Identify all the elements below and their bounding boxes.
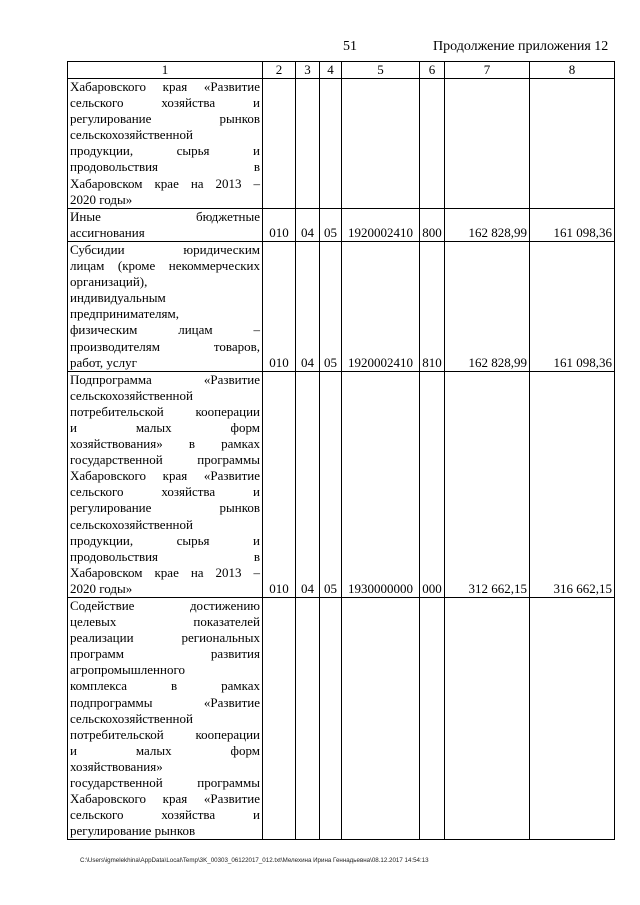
row-name-line: Субсидии юридическим: [70, 241, 260, 257]
column-header: 1: [68, 62, 263, 79]
row-name-line: сельского хозяйства и: [70, 807, 260, 823]
table-row: [68, 79, 615, 209]
row-name-line: сельскохозяйственной: [70, 710, 193, 726]
file-path-footer: C:\Users\igmelekhina\AppData\Local\Temp\3K_00303_06122017_012.txt\Мелехина Ирина Геннадьевна\08.12.2017 14:54:13: [80, 857, 429, 864]
amount-cell: [445, 79, 530, 209]
amount-cell: 316 662,15: [530, 371, 615, 597]
header-row: [68, 62, 615, 79]
row-name-line: продовольствия в: [70, 548, 260, 564]
budget-table: [67, 61, 615, 840]
row-name-line: комплекса в рамках: [70, 678, 260, 694]
subsection-code-cell: 04: [296, 371, 320, 597]
column-header: 7: [445, 62, 530, 79]
amount-cell: 162 828,99: [445, 241, 530, 371]
row-name-line: сельскохозяйственной: [70, 127, 193, 143]
row-name-line: ассигнования: [70, 224, 145, 240]
row-name-line: предпринимателям,: [70, 306, 179, 322]
subsection-code-cell: 04: [296, 241, 320, 371]
expense-type-cell: 810: [420, 241, 445, 371]
row-name-line: Подпрограмма «Развитие: [70, 371, 260, 387]
amount-cell: 162 828,99: [445, 208, 530, 241]
row-name-line: подпрограммы «Развитие: [70, 694, 260, 710]
column-header: 3: [296, 62, 320, 79]
row-name-line: агропромышленного: [70, 662, 185, 678]
row-name-line: Хабаровском крае на 2013 –: [70, 564, 260, 580]
amount-cell: [530, 79, 615, 209]
row-name-line: сельского хозяйства и: [70, 484, 260, 500]
section-code-cell: [263, 598, 296, 840]
target-article-cell: 1930000000: [342, 371, 420, 597]
table-row: [68, 598, 615, 840]
row-name-line: Содействие достижению: [70, 598, 260, 613]
amount-cell: [445, 598, 530, 840]
row-name-line: Хабаровского края «Развитие: [70, 468, 260, 484]
amount-cell: [530, 598, 615, 840]
row-name-cell: [68, 208, 263, 241]
row-name-line: сельскохозяйственной: [70, 387, 193, 403]
amount-cell: 161 098,36: [530, 208, 615, 241]
target-article-cell: 1920002410: [342, 208, 420, 241]
row-name-line: производителям товаров,: [70, 338, 260, 354]
column-header: 2: [263, 62, 296, 79]
row-name-line: Иные бюджетные: [70, 208, 260, 224]
row-name-line: регулирование рынков: [70, 500, 260, 516]
row-name-line: лицам (кроме некоммерческих: [70, 258, 260, 274]
target-article-cell: [342, 598, 420, 840]
row-name-line: и малых форм: [70, 742, 260, 758]
column-header: 6: [420, 62, 445, 79]
row-name-line: продовольствия в: [70, 159, 260, 175]
section-code-cell: 010: [263, 241, 296, 371]
row-name-line: Хабаровского края «Развитие: [70, 79, 260, 94]
target-article-cell: 1920002410: [342, 241, 420, 371]
row-name-line: хозяйствования» в рамках: [70, 436, 260, 452]
row-name-line: государственной программы: [70, 452, 260, 468]
row-name-line: регулирование рынков: [70, 111, 260, 127]
row-name-line: реализации региональных: [70, 630, 260, 646]
row-name-line: сельскохозяйственной: [70, 516, 193, 532]
row-name-line: потребительской кооперации: [70, 403, 260, 419]
row-name-line: целевых показателей: [70, 614, 260, 630]
target-article-cell: [342, 79, 420, 209]
table-row: [68, 371, 615, 597]
subsection-code-cell: [296, 79, 320, 209]
expense-type-cell: 800: [420, 208, 445, 241]
section-code-cell: 010: [263, 208, 296, 241]
row-name-line: продукции, сырья и: [70, 532, 260, 548]
row-name-line: продукции, сырья и: [70, 143, 260, 159]
subsection-code-cell: [296, 598, 320, 840]
subsection-code-cell: [320, 598, 342, 840]
row-name-line: Хабаровского края «Развитие: [70, 791, 260, 807]
row-name-cell: [68, 598, 263, 840]
row-name-line: Хабаровском крае на 2013 –: [70, 175, 260, 191]
row-name-cell: [68, 371, 263, 597]
column-header: 8: [530, 62, 615, 79]
row-name-line: программ развития: [70, 646, 260, 662]
subsection-code-cell: [320, 79, 342, 209]
amount-cell: 161 098,36: [530, 241, 615, 371]
column-header: 5: [342, 62, 420, 79]
section-code-cell: 010: [263, 371, 296, 597]
row-name-cell: [68, 79, 263, 209]
row-name-line: и малых форм: [70, 419, 260, 435]
row-name-line: 2020 годы»: [70, 191, 133, 207]
row-name-line: работ, услуг: [70, 354, 138, 370]
page-number: 51: [343, 39, 357, 54]
row-name-line: регулирование рынков: [70, 823, 196, 839]
row-name-line: индивидуальным: [70, 290, 166, 306]
expense-type-cell: [420, 598, 445, 840]
row-name-cell: [68, 241, 263, 371]
row-name-line: 2020 годы»: [70, 580, 133, 596]
row-name-line: потребительской кооперации: [70, 726, 260, 742]
table-row: [68, 208, 615, 241]
section-code-cell: [263, 79, 296, 209]
row-name-line: государственной программы: [70, 775, 260, 791]
continuation-label: Продолжение приложения 12: [433, 39, 609, 54]
subsection-code-cell: 05: [320, 371, 342, 597]
row-name-line: организаций),: [70, 274, 148, 290]
amount-cell: 312 662,15: [445, 371, 530, 597]
subsection-code-cell: 04: [296, 208, 320, 241]
subsection-code-cell: 05: [320, 208, 342, 241]
column-header: 4: [320, 62, 342, 79]
expense-type-cell: [420, 79, 445, 209]
row-name-line: физическим лицам –: [70, 322, 260, 338]
row-name-line: сельского хозяйства и: [70, 95, 260, 111]
expense-type-cell: 000: [420, 371, 445, 597]
subsection-code-cell: 05: [320, 241, 342, 371]
row-name-line: хозяйствования»: [70, 758, 163, 774]
table-row: [68, 241, 615, 371]
